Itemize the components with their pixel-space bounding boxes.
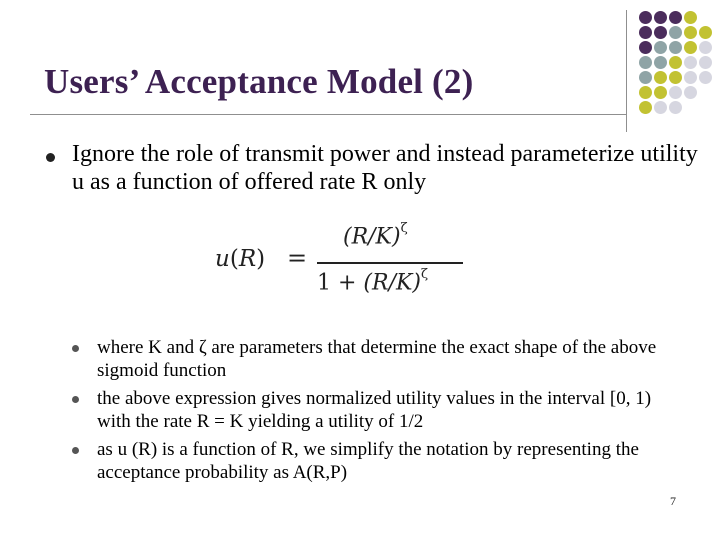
dot bbox=[699, 56, 712, 69]
sub-bullet-item bbox=[72, 387, 672, 433]
dot bbox=[669, 11, 682, 24]
sub-bullet-marker bbox=[72, 447, 79, 454]
vertical-divider bbox=[626, 10, 627, 132]
dot bbox=[699, 26, 712, 39]
dot bbox=[639, 11, 652, 24]
main-bullet-text: Ignore the role of transmit power and instead parameterize utility u as a function of offered rate R only bbox=[72, 141, 698, 195]
dot bbox=[654, 71, 667, 84]
dot bbox=[639, 86, 652, 99]
dot bbox=[669, 71, 682, 84]
dot bbox=[699, 71, 712, 84]
slide-title: Users’ Acceptance Model (2) bbox=[44, 62, 474, 101]
dot bbox=[669, 86, 682, 99]
dot bbox=[654, 86, 667, 99]
formula-denominator-base: (R/K) bbox=[363, 270, 421, 296]
sub-bullet-marker bbox=[72, 396, 79, 403]
dot bbox=[639, 101, 652, 114]
dot bbox=[639, 71, 652, 84]
sub-bullet-text: as u (R) is a function of R, we simplify the notation by representing the acceptance probability as A(R,P) bbox=[97, 439, 639, 483]
formula-fraction-bar bbox=[317, 262, 463, 264]
dot bbox=[684, 41, 697, 54]
dot bbox=[684, 86, 697, 99]
dot bbox=[684, 26, 697, 39]
dot bbox=[669, 41, 682, 54]
dot bbox=[654, 101, 667, 114]
formula-lhs-argument: R bbox=[238, 246, 257, 272]
dot bbox=[654, 26, 667, 39]
dot bbox=[699, 41, 712, 54]
formula-denominator-exponent: ζ bbox=[421, 267, 429, 282]
dot bbox=[669, 56, 682, 69]
dot bbox=[669, 26, 682, 39]
dot bbox=[684, 71, 697, 84]
dot bbox=[654, 41, 667, 54]
formula-numerator-exponent: ζ bbox=[400, 221, 408, 236]
formula-lhs: u(R) bbox=[215, 246, 266, 272]
formula-denominator-prefix: 1 + bbox=[317, 270, 364, 296]
bullet-marker bbox=[46, 153, 55, 162]
dot bbox=[654, 56, 667, 69]
formula-numerator-base: (R/K) bbox=[343, 224, 401, 250]
dot bbox=[639, 56, 652, 69]
sub-bullet-list bbox=[72, 336, 672, 489]
sub-bullet-text: where K and ζ are parameters that determine the exact shape of the above sigmoid function bbox=[97, 337, 657, 381]
page-number: 7 bbox=[670, 494, 676, 508]
title-divider bbox=[30, 114, 626, 115]
dot bbox=[684, 56, 697, 69]
sub-bullet-item bbox=[72, 438, 672, 484]
formula-equals: = bbox=[287, 244, 308, 272]
dot bbox=[669, 101, 682, 114]
dot bbox=[684, 11, 697, 24]
formula-lhs-function: u bbox=[215, 246, 230, 272]
dot bbox=[639, 41, 652, 54]
formula-denominator bbox=[317, 267, 429, 296]
sub-bullet-text: the above expression gives normalized utility values in the interval [0, 1) with the rate R = K yielding a utility of 1/2 bbox=[97, 388, 652, 432]
dot bbox=[639, 26, 652, 39]
sub-bullet-marker bbox=[72, 345, 79, 352]
sub-bullet-item bbox=[72, 336, 672, 382]
dot bbox=[654, 11, 667, 24]
formula-numerator bbox=[343, 221, 408, 250]
